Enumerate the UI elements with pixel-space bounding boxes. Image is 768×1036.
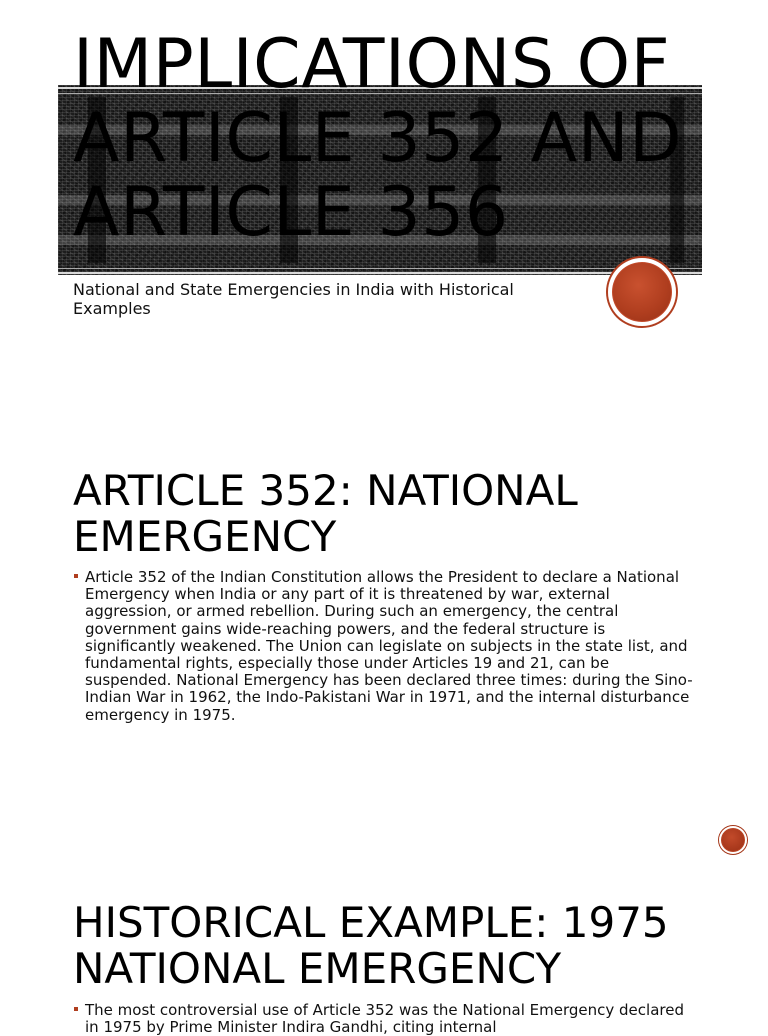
presentation-subtitle: National and State Emergencies in India with Historical Examples [73, 280, 514, 318]
banner-border-line [58, 268, 702, 269]
presentation-title: IMPLICATIONS OF ARTICLE 352 AND ARTICLE 356 [73, 25, 683, 252]
bullet-marker [74, 574, 78, 578]
bullet-text: The most controversial use of Article 352 was the National Emergency declared in 1975 by Prime Minister Indira Gandhi, citing internal [85, 1001, 684, 1036]
bullet-item [73, 1002, 693, 1036]
bullet-text: Article 352 of the Indian Constitution allows the President to declare a National Emergency when India or any part of it is threatened by war, external aggression, or armed rebellion. During such an emergency, the central government gains wide-reaching powers, and the federal structure is significantly weakened. The Union can legislate on subjects in the state list, and fundamental rights, especially those under Articles 19 and 21, can be suspended. National Emergency has been declared three times: during the Sino-Indian War in 1962, the Indo-Pakistani War in 1971, and the internal disturbance emergency in 1975. [85, 568, 693, 724]
slide2-title: ARTICLE 352: NATIONAL EMERGENCY [73, 466, 578, 561]
slide2-bullet-list [73, 569, 693, 724]
banner-border-line [58, 272, 702, 274]
bullet-marker [74, 1007, 78, 1011]
slide3-bullet-list [73, 1002, 693, 1036]
decorative-orb [608, 258, 676, 326]
slide3-title: HISTORICAL EXAMPLE: 1975 NATIONAL EMERGENCY [73, 898, 669, 993]
decorative-orb [719, 826, 747, 854]
bullet-item [73, 569, 693, 724]
